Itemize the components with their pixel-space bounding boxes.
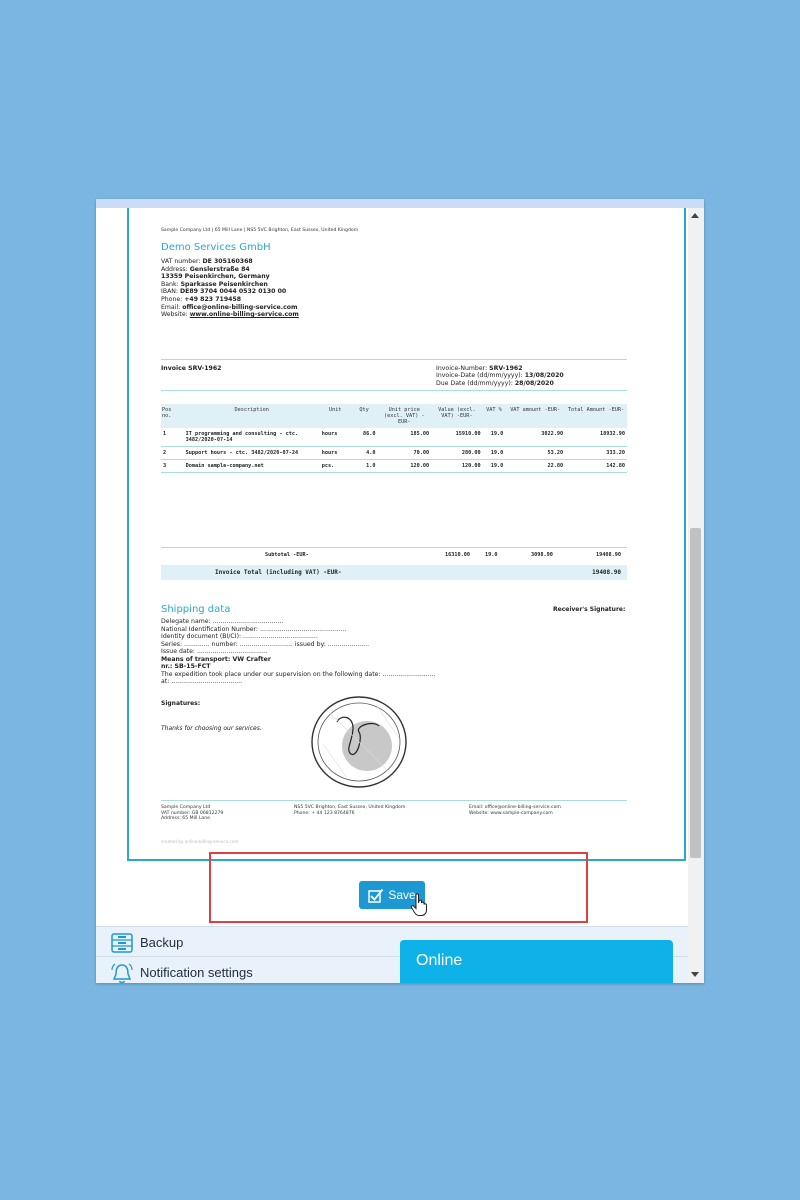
footer-col2 [294,805,405,816]
subtotal-vat: 19.0 [485,552,498,558]
cell: 1.0 [351,460,378,473]
shipping-line: nr.: SB-15-FCT [161,663,211,670]
cell: 2 [161,447,184,460]
vat-label: VAT number: [161,258,203,265]
cell: IT programming and consulting - ctc. 3482/2020-07-14 [184,428,320,447]
cell: 120.00 [377,460,431,473]
invoice-title: Invoice SRV-1962 [161,365,222,372]
checkbox-check-icon [368,888,384,903]
divider [161,359,627,360]
cell: 19.0 [483,428,506,447]
save-button-label: Save [388,888,416,902]
bank-value: Sparkasse Peisenkirchen [180,280,268,288]
subtotal-row [161,547,627,562]
shipping-line: Series: ............. number: ........................... issued by: ..................... [161,640,370,648]
col-header: VAT % [483,404,506,428]
footer-text: Phone: + 44 123 8764876 [294,810,355,816]
shipping-line: The expedition took place under our supervision on the following date: ........................... [161,670,436,678]
address-line2: 13359 Peisenkirchen, Germany [161,273,270,281]
invoice-meta [436,365,564,387]
company-name: Demo Services GmbH [161,242,271,253]
col-header: Description [184,404,320,428]
cell: hours [320,428,351,447]
shipping-line: National Identification Number: ............................................ [161,625,347,633]
company-details [161,258,299,319]
table-row [161,428,627,447]
iban-value: DE89 3704 0044 0532 0130 00 [179,288,287,296]
bell-icon [110,962,134,983]
phone-value: +49 823 719458 [184,295,242,303]
invoice-date-label: Invoice-Date (dd/mm/yyyy): [436,372,525,380]
subtotal-vat-amount: 3098.90 [531,552,553,558]
created-by-text: created by online-billing-service.com [161,839,239,844]
sidebar-item-label: Notification settings [140,964,253,980]
invoice-date: 13/08/2020 [524,372,564,380]
hand-pointer-icon [410,893,430,917]
footer-text: Address: 65 Mill Lane [161,816,210,822]
invoice-total-value: 19408.90 [592,569,621,576]
scrollbar[interactable] [688,208,704,983]
scroll-up-arrow-icon[interactable] [691,213,699,218]
col-header: Unit price (excl. VAT) -EUR- [377,404,431,428]
thanks-text: Thanks for choosing our services. [161,725,262,732]
cell: 333.20 [565,447,627,460]
vat-value: DE 305160368 [202,258,253,265]
cell: 18932.90 [565,428,627,447]
col-header: Pos no. [161,404,184,428]
cell: 70.00 [377,447,431,460]
cell: hours [320,447,351,460]
shipping-line: Issue date: .................................... [161,648,268,655]
signatures-label: Signatures: [161,700,201,707]
company-header-line: Sample Company Ltd | 65 Mill Lane | NS5 5VC Brighton, East Sussex, United Kingdom [161,228,359,233]
sidebar-item-label: Backup [140,934,184,950]
cell: 86.0 [351,428,378,447]
invoice-items-table [161,404,627,473]
website-label: Website: [161,311,190,319]
table-header-row [161,404,627,428]
receiver-signature-label: Receiver's Signature: [553,606,626,613]
footer-text: Website: www.sample-company.com [469,810,553,816]
footer-col1 [161,805,223,822]
subtotal-label: Subtotal -EUR- [265,552,309,558]
divider [161,390,627,391]
footer-text: Sample Company Ltd [161,805,211,810]
cell: 280.00 [431,447,483,460]
shipping-details [161,618,436,686]
scroll-down-arrow-icon[interactable] [691,972,699,977]
footer-text: NS5 5VC Brighton, East Sussex, United Kingdom [294,805,406,810]
invoice-total-row [161,565,627,580]
col-header: Unit [320,404,351,428]
online-label: Online [416,952,463,969]
scroll-thumb[interactable] [690,528,701,858]
invoice-total-label: Invoice Total (including VAT) -EUR- [215,569,342,576]
col-header: Qty [351,404,378,428]
cell: 142.80 [565,460,627,473]
cell: 1 [161,428,184,447]
iban-label: IBAN: [161,288,180,296]
stamp-signature-image [307,692,411,790]
cell: 4.0 [351,447,378,460]
cell: Support hours - ctc. 3482/2020-07-24 [184,447,320,460]
footer-divider [161,800,627,801]
email-value: office@online-billing-service.com [182,303,298,311]
invoice-document [127,208,686,861]
cell: 3 [161,460,184,473]
col-header: Value (excl. VAT) -EUR- [431,404,483,428]
due-date-label: Due Date (dd/mm/yyyy): [436,379,515,387]
cell: 19.0 [483,460,506,473]
top-strip [96,199,704,208]
address-label: Address: [161,265,190,273]
col-header: Total Amount -EUR- [565,404,627,428]
bank-label: Bank: [161,280,181,288]
cell: Domain sample-company.net [184,460,320,473]
subtotal-value: 16310.00 [445,552,470,558]
online-chat-widget[interactable] [400,940,673,983]
subtotal-total: 19408.90 [596,552,621,558]
cell: pcs. [320,460,351,473]
due-date: 28/08/2020 [514,379,554,387]
website-link[interactable]: www.online-billing-service.com [189,311,299,319]
invoice-number: SRV-1962 [489,365,523,372]
shipping-line: Means of transport: VW Crafter [161,655,271,663]
cell: 120.00 [431,460,483,473]
shipping-line: Identity document (BI/CI): ...................................... [161,633,318,640]
cell: 185.00 [377,428,431,447]
shipping-line: Delegate name: .................................... [161,618,284,625]
footer-text: Email: office@online-billing-service.com [469,805,561,810]
cell: 53.20 [505,447,565,460]
invoice-number-label: Invoice-Number: [436,365,490,372]
shipping-line: at: .................................... [161,678,243,685]
footer-text: VAT number: GB 06812279 [161,810,224,816]
footer-col3 [469,805,561,816]
server-icon [110,932,134,954]
col-header: VAT amount -EUR- [505,404,565,428]
app-window [96,199,704,983]
address-line1: Genslerstraße 84 [189,265,250,273]
shipping-title: Shipping data [161,604,231,615]
cell: 3022.90 [505,428,565,447]
table-row [161,447,627,460]
table-row [161,460,627,473]
phone-label: Phone: [161,295,185,303]
cell: 15910.00 [431,428,483,447]
cell: 22.80 [505,460,565,473]
cell: 19.0 [483,447,506,460]
email-label: Email: [161,303,183,311]
